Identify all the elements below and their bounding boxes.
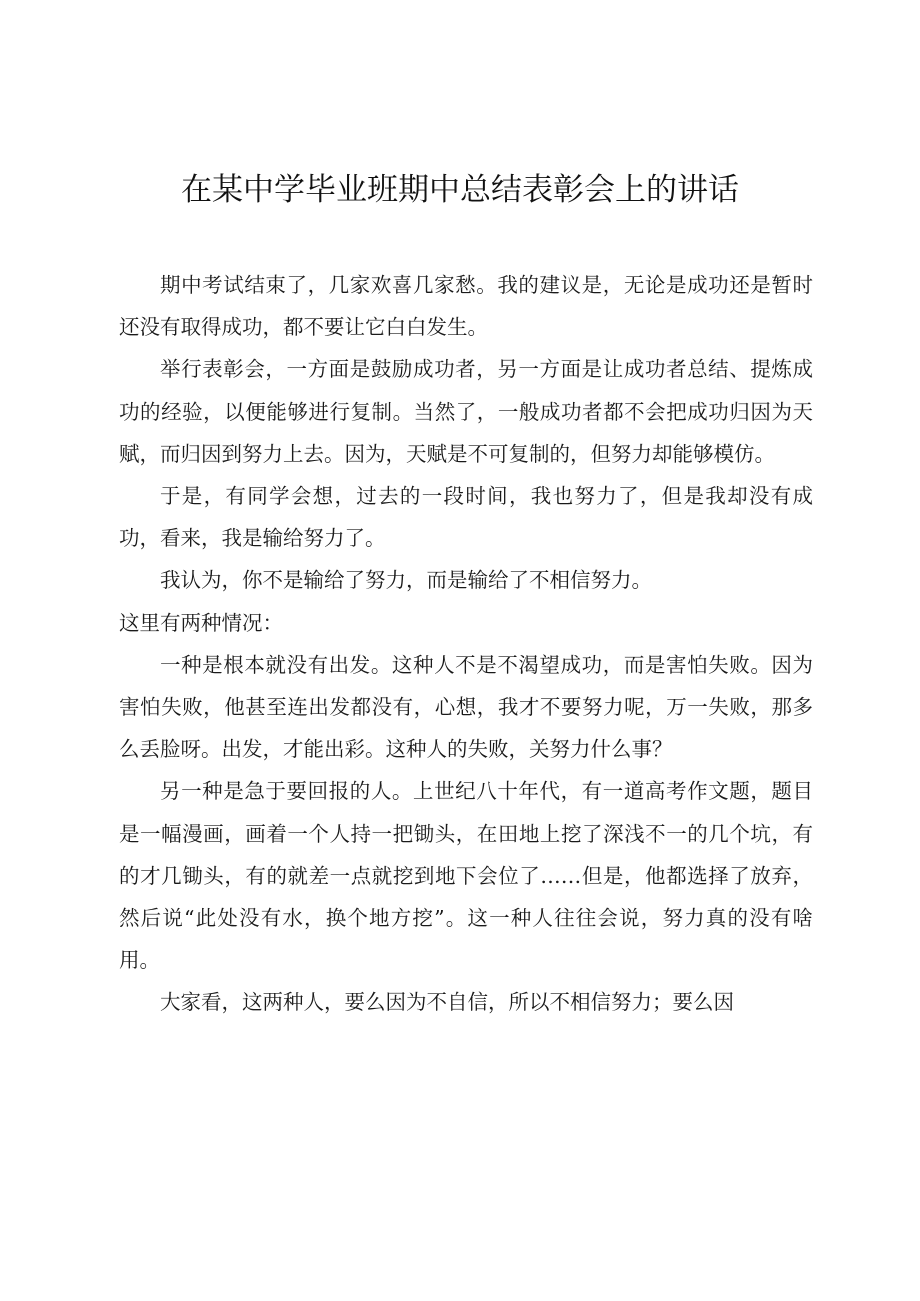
paragraph: 举行表彰会，一方面是鼓励成功者，另一方面是让成功者总结、提炼成功的经验，以便能够进行复制。当然了，一般成功者都不会把成功归因为天赋，而归因到努力上去。因为，天赋是不可复制的，但努力却能够模仿。 <box>119 357 813 466</box>
paragraph: 这里有两种情况： <box>119 610 283 635</box>
document-body <box>119 264 813 1024</box>
paragraph: 我认为，你不是输给了努力，而是输给了不相信努力。 <box>160 568 652 593</box>
paragraph: 期中考试结束了，几家欢喜几家愁。我的建议是，无论是成功还是暂时还没有取得成功，都不要让它白白发生。 <box>119 273 813 340</box>
document-title: 在某中学毕业班期中总结表彰会上的讲话 <box>181 172 739 208</box>
paragraph: 大家看，这两种人，要么因为不自信，所以不相信努力；要么因 <box>160 990 734 1015</box>
paragraph: 一种是根本就没有出发。这种人不是不渴望成功，而是害怕失败。因为害怕失败，他甚至连出发都没有，心想，我才不要努力呢，万一失败，那多么丢脸呀。出发，才能出彩。这种人的失败，关努力什么事？ <box>119 652 813 762</box>
paragraph: 于是，有同学会想，过去的一段时间，我也努力了，但是我却没有成功，看来，我是输给努力了。 <box>119 484 813 551</box>
paragraph: 另一种是急于要回报的人。上世纪八十年代，有一道高考作文题，题目是一幅漫画，画着一个人持一把锄头，在田地上挖了深浅不一的几个坑，有的才几锄头，有的就差一点就挖到地下会位了……但是，他都选择了放弃，然后说“此处没有水，换个地方挖”。这一种人往往会说，努力真的没有啥用。 <box>119 779 813 973</box>
